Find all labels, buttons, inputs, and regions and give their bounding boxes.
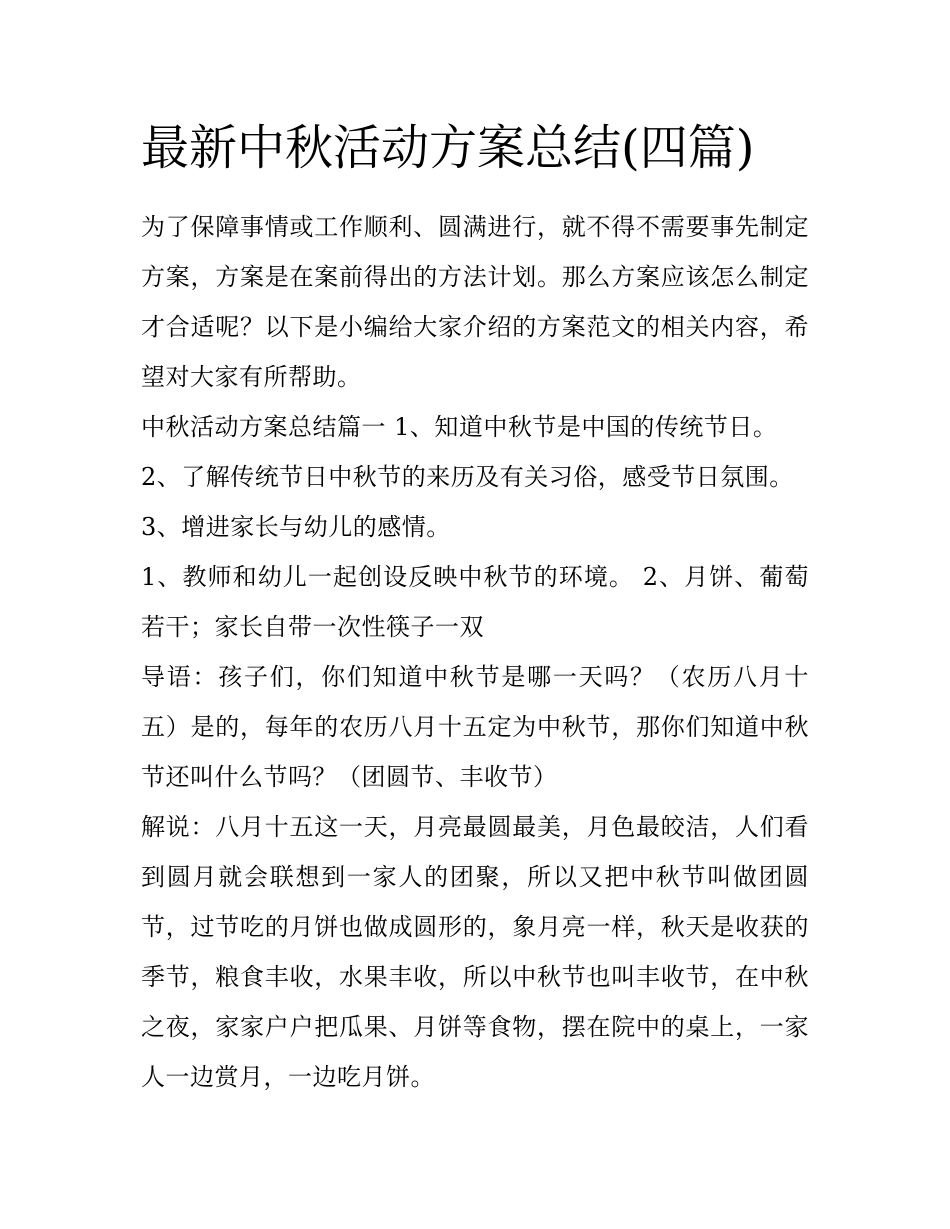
preparation-paragraph: 1、教师和幼儿一起创设反映中秋节的环境。 2、月饼、葡萄若干；家长自带一次性筷子一双 — [141, 563, 809, 641]
goal-paragraph-2: 2、了解传统节日中秋节的来历及有关习俗，感受节日氛围。 — [141, 463, 794, 491]
document-body — [141, 202, 809, 1102]
explanation-paragraph: 解说：八月十五这一天，月亮最圆最美，月色最皎洁，人们看到圆月就会联想到一家人的团聚，所以又把中秋节叫做团圆节，过节吃的月饼也做成圆形的，象月亮一样，秋天是收获的季节，粮食丰收，水果丰收，所以中秋节也叫丰收节，在中秋之夜，家家户户把瓜果、月饼等食物，摆在院中的桌上，一家人一边赏月，一边吃月饼。 — [141, 813, 809, 1091]
intro-paragraph: 为了保障事情或工作顺利、圆满进行，就不得不需要事先制定方案，方案是在案前得出的方法计划。那么方案应该怎么制定才合适呢？以下是小编给大家介绍的方案范文的相关内容，希望对大家有所帮助。 — [141, 213, 809, 391]
section-heading-paragraph: 中秋活动方案总结篇一 1、知道中秋节是中国的传统节日。 — [141, 413, 778, 441]
introduction-dialogue-paragraph: 导语：孩子们，你们知道中秋节是哪一天吗？（农历八月十五）是的，每年的农历八月十五定为中秋节，那你们知道中秋节还叫什么节吗？（团圆节、丰收节） — [141, 663, 809, 791]
document-title: 最新中秋活动方案总结(四篇) — [141, 120, 755, 176]
goal-paragraph-3: 3、增进家长与幼儿的感情。 — [141, 513, 451, 541]
